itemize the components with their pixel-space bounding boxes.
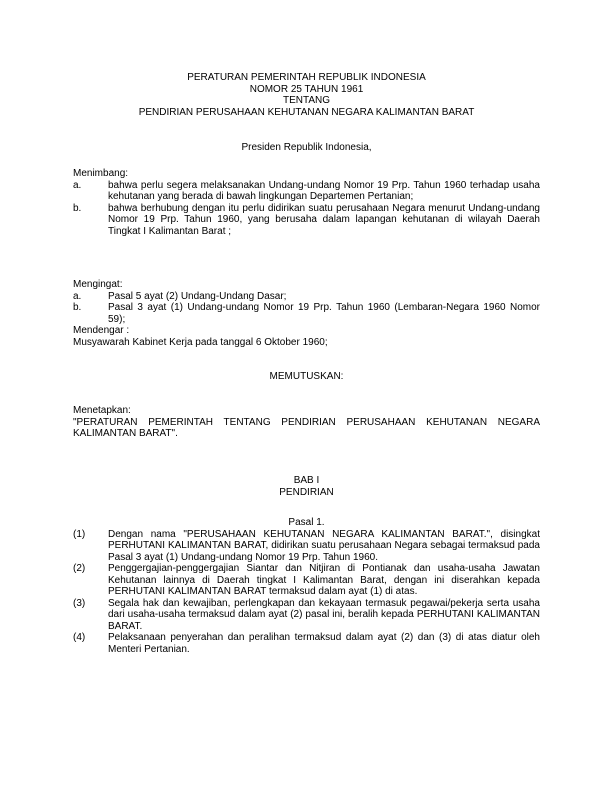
memutuskan-heading: MEMUTUSKAN: — [269, 371, 344, 382]
list-item — [73, 563, 540, 598]
item-text: Dengan nama "PERUSAHAAN KEHUTANAN NEGARA KALIMANTAN BARAT.", disingkat PERHUTANI KALIMANTAN BARAT, didirikan suatu perusahaan Negara sebagai termaksud pada Pasal 3 ayat (1) Undang-undang Nomor 19 Prp. Tahun 1960. — [108, 528, 540, 563]
title-line: NOMOR 25 TAHUN 1961 — [249, 83, 364, 95]
list-item — [73, 598, 540, 633]
bab-heading — [73, 475, 540, 498]
mengingat-section — [73, 279, 540, 348]
item-text: Pelaksanaan penyerahan dan peralihan termaksud dalam ayat (2) dan (3) di atas diatur oleh Menteri Pertanian. — [108, 632, 540, 655]
document-title — [73, 72, 540, 118]
mendengar-text: Musyawarah Kabinet Kerja pada tanggal 6 Oktober 1960; — [73, 336, 328, 348]
item-label: a. — [73, 179, 82, 191]
item-label: a. — [73, 290, 82, 302]
title-line: PENDIRIAN PERUSAHAAN KEHUTANAN NEGARA KALIMANTAN BARAT — [138, 106, 475, 118]
list-item — [73, 302, 540, 325]
item-text: Pasal 3 ayat (1) Undang-undang Nomor 19 Prp. Tahun 1960 (Lembaran-Negara 1960 Nomor 59); — [108, 302, 540, 325]
item-text: Segala hak dan kewajiban, perlengkapan dan kekayaan termasuk pegawai/pekerja serta usaha dari usaha-usaha termaksud dalam ayat (2) pasal ini, beralih kepada PERHUTANI KALIMANTAN BARAT. — [108, 597, 540, 632]
menetapkan-text: "PERATURAN PEMERINTAH TENTANG PENDIRIAN PERUSAHAAN KEHUTANAN NEGARA KALIMANTAN BARAT". — [73, 416, 540, 439]
title-line: TENTANG — [282, 95, 331, 106]
item-label: b. — [73, 302, 82, 313]
bab-number: BAB I — [293, 475, 320, 486]
menimbang-section — [73, 168, 540, 237]
menimbang-heading: Menimbang: — [73, 168, 129, 179]
list-item — [73, 203, 540, 238]
item-text: bahwa perlu segera melaksanakan Undang-undang Nomor 19 Prp. Tahun 1960 terhadap usaha kehutanan yang berada di bawah lingkungan Departemen Pertanian; — [108, 179, 540, 202]
list-item — [73, 291, 540, 303]
item-label: (4) — [73, 632, 86, 643]
item-text: bahwa berhubung dengan itu perlu didirikan suatu perusahaan Negara menurut Undang-undang Nomor 19 Prp. Tahun 1960, yang berusaha dalam lapangan kehutanan di wilayah Daerah Tingkat I Kalimantan Barat ; — [108, 202, 540, 237]
list-item — [73, 632, 540, 655]
bab-title: PENDIRIAN — [279, 486, 334, 498]
pasal-section — [73, 517, 540, 655]
list-item — [73, 180, 540, 203]
menetapkan-heading: Menetapkan: — [73, 405, 131, 416]
president-line: Presiden Republik Indonesia, — [241, 142, 372, 153]
list-item — [73, 529, 540, 564]
menetapkan-section — [73, 405, 540, 440]
mendengar-heading: Mendengar : — [73, 325, 130, 336]
item-text: Pasal 5 ayat (2) Undang-Undang Dasar; — [108, 290, 287, 302]
pasal-title: Pasal 1. — [288, 517, 325, 528]
item-label: (2) — [73, 563, 86, 574]
title-line: PERATURAN PEMERINTAH REPUBLIK INDONESIA — [187, 72, 426, 83]
item-label: b. — [73, 202, 82, 214]
item-label: (1) — [73, 528, 86, 540]
item-text: Penggergajian-penggergajian Siantar dan Nitjiran di Pontianak dan usaha-usaha Jawatan Kehutanan lainnya di Daerah tingkat I Kalimantan Barat, dengan ini diserahkan kepada PERHUTANI KALIMANTAN BARAT termaksud dalam ayat (1) di atas. — [108, 563, 540, 597]
mengingat-heading: Mengingat: — [73, 279, 123, 290]
item-label: (3) — [73, 597, 86, 609]
